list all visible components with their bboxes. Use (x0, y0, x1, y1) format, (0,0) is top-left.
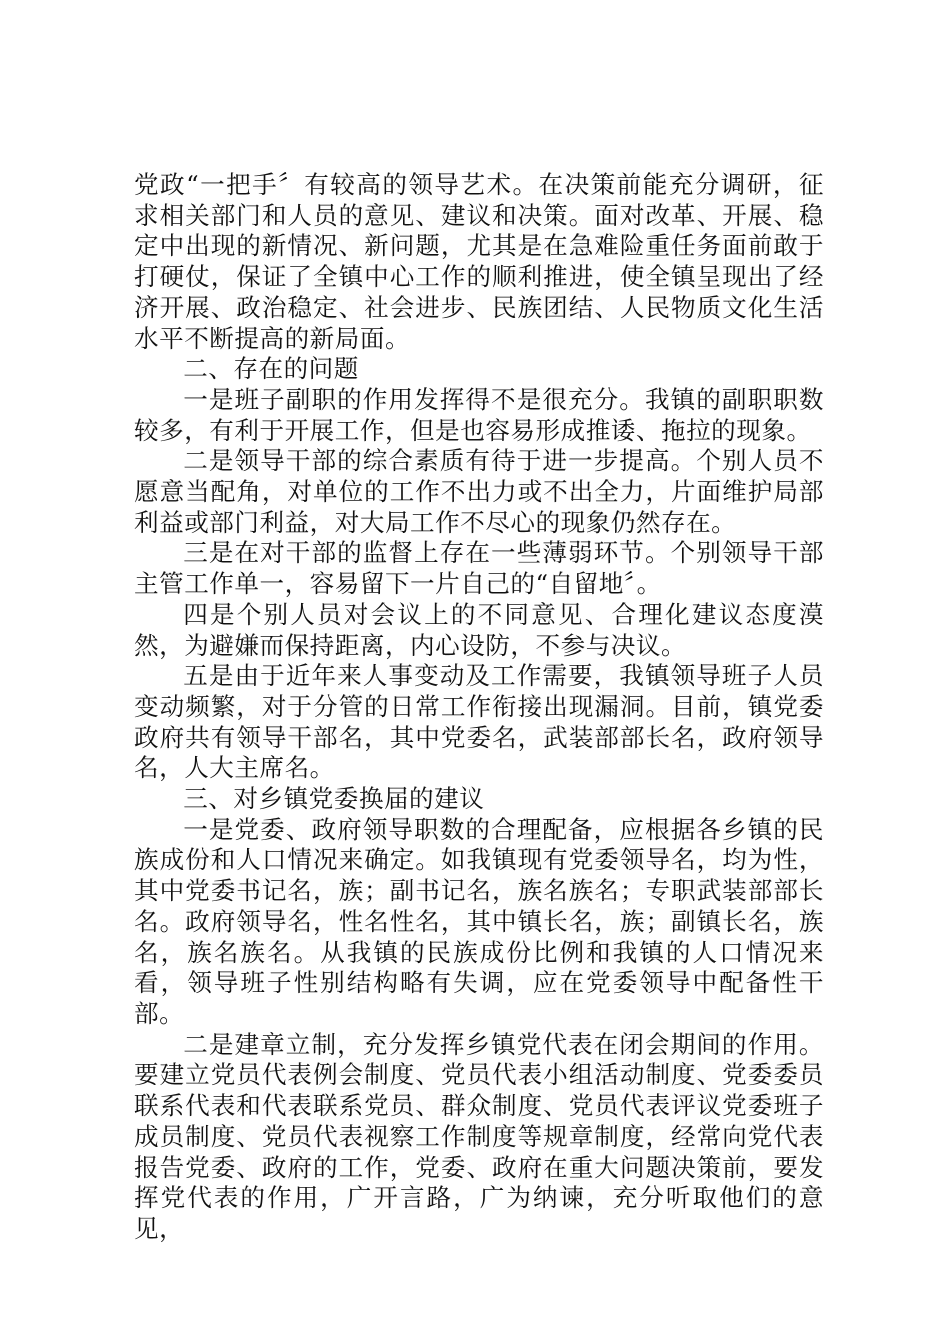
section-heading-problems: 二、存在的问题 (183, 354, 359, 384)
paragraph-problem-4: 四是个别人员对会议上的不同意见、合理化建议态度漠然，为避嫌而保持距离，内心设防，不参与决议。 (134, 599, 824, 660)
paragraph-problem-1: 一是班子副职的作用发挥得不是很充分。我镇的副职职数较多，有利于开展工作，但是也容易形成推诿、拖拉的现象。 (134, 384, 824, 445)
paragraph-suggestion-1: 一是党委、政府领导职数的合理配备，应根据各乡镇的民族成份和人口情况来确定。如我镇现有党委领导名，均为性，其中党委书记名，族；副书记名，族名族名；专职武装部部长名。政府领导名，性名性名，其中镇长名，族；副镇长名，族名，族名族名。从我镇的民族成份比例和我镇的人口情况来看，领导班子性别结构略有失调，应在党委领导中配备性干部。 (134, 814, 824, 1028)
paragraph-problem-5: 五是由于近年来人事变动及工作需要，我镇领导班子人员变动频繁，对于分管的日常工作衔接出现漏洞。目前，镇党委政府共有领导干部名，其中党委名，武装部部长名，政府领导名，人大主席名。 (134, 661, 824, 783)
paragraph-problem-2: 二是领导干部的综合素质有待于进一步提高。个别人员不愿意当配角，对单位的工作不出力或不出全力，片面维护局部利益或部门利益，对大局工作不尽心的现象仍然存在。 (134, 446, 824, 537)
paragraph-problem-3: 三是在对干部的监督上存在一些薄弱环节。个别领导干部主管工作单一，容易留下一片自己的“自留地〞。 (134, 538, 824, 599)
paragraph-leadership-art: 党政“一把手〞有较高的领导艺术。在决策前能充分调研，征求相关部门和人员的意见、建议和决策。面对改革、开展、稳定中出现的新情况、新问题，尤其是在急难险重任务面前敢于打硬仗，保证了全镇中心工作的顺利推进，使全镇呈现出了经济开展、政治稳定、社会进步、民族团结、人民物质文化生活水平不断提高的新局面。 (134, 170, 824, 353)
section-heading-suggestions: 三、对乡镇党委换届的建议 (183, 784, 485, 814)
paragraph-suggestion-2: 二是建章立制，充分发挥乡镇党代表在闭会期间的作用。要建立党员代表例会制度、党员代表小组活动制度、党委委员联系代表和代表联系党员、群众制度、党员代表评议党委班子成员制度、党员代表视察工作制度等规章制度，经常向党代表报告党委、政府的工作，党委、政府在重大问题决策前，要发挥党代表的作用，广开言路，广为纳谏，充分听取他们的意见， (134, 1029, 824, 1243)
document-body (134, 170, 824, 1245)
